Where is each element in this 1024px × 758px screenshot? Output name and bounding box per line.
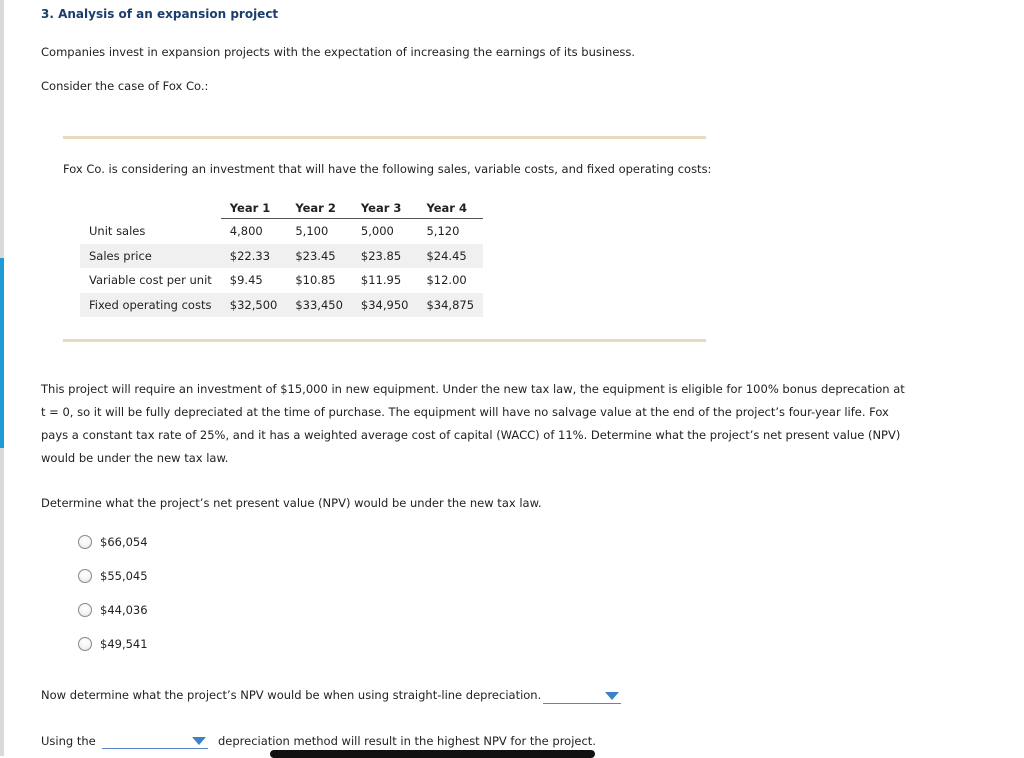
chevron-down-icon [192,737,206,745]
npv-prompt: Determine what the project’s net present value (NPV) would be under the new tax law. [41,496,542,510]
cell: $24.45 [417,244,483,269]
cell: $33,450 [286,293,352,318]
header-year-4: Year 4 [417,197,483,219]
radio-button[interactable] [78,603,92,617]
top-divider [63,136,706,139]
table-row-fixed-costs [80,293,483,318]
npv-option-2[interactable] [78,567,148,585]
cell: $22.33 [221,244,287,269]
option-label: $44,036 [100,603,148,617]
horizontal-scrollbar[interactable] [270,750,595,758]
table-row-variable-cost [80,268,483,293]
project-description: This project will require an investment of $15,000 in new equipment. Under the new tax law, the equipment is eligible for 100% bonus deprecation at t = 0, so it will be fully depreciated at the time of purchase. The equipment will have no salvage value at the end of the project’s four-year life. Fox pays a constant tax rate of 25%, and it has a weighted average cost of capital (WACC) of 11%. Determine what the project’s net present value (NPV) would be under the new tax law. [41,382,905,465]
case-line: Consider the case of Fox Co.: [41,79,209,93]
question-title: 3. Analysis of an expansion project [41,7,279,21]
row-label: Fixed operating costs [80,293,221,318]
radio-button[interactable] [78,569,92,583]
cell: 5,100 [295,224,329,239]
header-year-2: Year 2 [286,197,352,219]
method-suffix: depreciation method will result in the highest NPV for the project. [218,734,596,748]
row-label: Sales price [80,244,221,269]
header-year-1: Year 1 [221,197,287,219]
radio-button[interactable] [78,535,92,549]
using-the-label: Using the [41,734,96,748]
left-edge-blue-marker [0,258,4,448]
cell: $34,950 [352,293,418,318]
table-row-sales-price [80,244,483,269]
cell: 4,800 [229,224,263,239]
cell: $23.85 [352,244,418,269]
cell: $23.45 [286,244,352,269]
bottom-divider [63,339,706,342]
cell: 5,120 [426,224,460,239]
table-row-unit-sales [80,219,483,244]
cell: $34,875 [417,293,483,318]
cell: $10.85 [295,273,336,288]
table-intro: Fox Co. is considering an investment that will have the following sales, variable costs, and fixed operating costs: [63,162,712,176]
cell: $12.00 [426,273,467,288]
chevron-down-icon [605,692,619,700]
header-blank [80,197,221,219]
left-edge-gray-top [0,0,4,258]
cell: $9.45 [229,273,263,288]
row-label: Variable cost per unit [89,273,212,288]
intro-text: Companies invest in expansion projects with the expectation of increasing the earnings of its business. [41,45,636,59]
row-label: Unit sales [89,224,146,238]
cell: 5,000 [360,224,394,239]
straight-line-npv-dropdown[interactable] [543,689,621,704]
header-year-3: Year 3 [352,197,418,219]
straight-line-prompt: Now determine what the project’s NPV would be when using straight-line depreciation. [41,688,542,702]
option-label: $66,054 [100,535,148,549]
npv-option-1[interactable] [78,533,148,551]
option-label: $55,045 [100,569,148,583]
option-label: $49,541 [100,637,148,651]
npv-option-3[interactable] [78,601,148,619]
cost-table [80,197,483,317]
npv-option-4[interactable] [78,635,148,653]
cell: $32,500 [221,293,287,318]
radio-button[interactable] [78,637,92,651]
left-edge-gray-bottom [0,448,4,756]
table-header-row [80,197,483,219]
method-dropdown[interactable] [102,734,208,749]
cell: $11.95 [360,273,402,288]
